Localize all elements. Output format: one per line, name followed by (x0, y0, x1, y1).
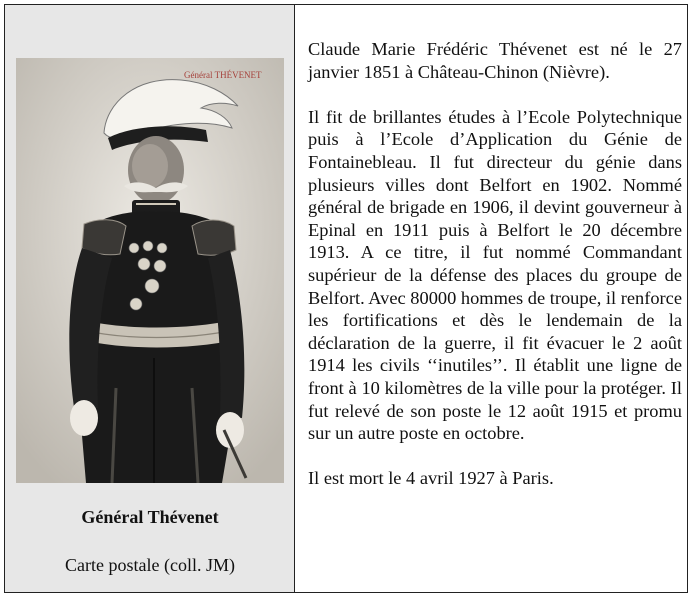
portrait-illustration (16, 58, 284, 483)
paragraph-career: Il fit de brillantes études à l’Ecole Polytechnique puis à l’Ecole d’Application du Génie de Fontainebleau. Il fut directeur du génie dans plusieurs villes dont Belfort en 1902. Nommé général de brigade en 1906, il devint gouverneur à Epinal en 1911 puis à Belfort le 20 décembre 1913. A ce titre, il fut nommé Commandant supérieur de la défense des places du groupe de Belfort. Avec 80000 hommes de troupe, il renforce les fortifications et dès le lendemain de la déclaration de la guerre, il fit évacuer le 2 août 1914 les civils ‘‘inutiles’’. Il établit une ligne de front à 10 kilomètres de la ville pour la protéger. Il fut relevé de son poste le 12 août 1915 et promu sur un autre poste en octobre. (308, 106, 682, 444)
biography-text (308, 38, 682, 490)
portrait-photo (16, 58, 284, 483)
paragraph-birth: Claude Marie Frédéric Thévenet est né le 27 janvier 1851 à Château-Chinon (Nièvre). (308, 39, 682, 82)
figure-panel (5, 5, 295, 592)
biography-panel (295, 5, 687, 592)
caption-title: Général Thévenet (81, 507, 219, 527)
postcard-title: Général THÉVENET (184, 70, 262, 80)
paragraph-death: Il est mort le 4 avril 1927 à Paris. (308, 468, 554, 489)
caption-source: Carte postale (coll. JM) (65, 555, 235, 575)
document-frame (4, 4, 688, 593)
